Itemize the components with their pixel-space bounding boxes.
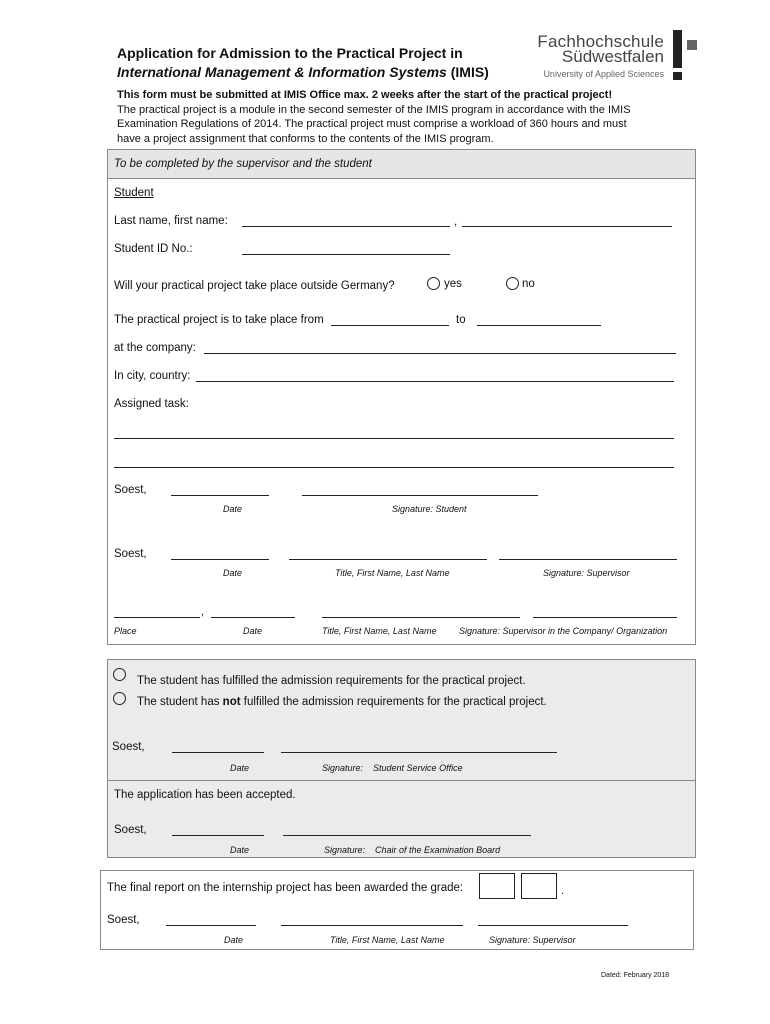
office-section (107, 659, 696, 858)
office-signature-caption: Signature: Student Service Office (322, 763, 463, 773)
last-name-field[interactable] (242, 226, 450, 227)
grade-date-field[interactable] (166, 925, 256, 926)
company-date-caption: Date (243, 626, 263, 636)
no-label: no (522, 278, 535, 290)
board-signature-caption: Signature: Chair of the Examination Board (324, 845, 501, 855)
period-label: The practical project is to take place from (114, 314, 324, 326)
company-name-caption: Title, First Name, Last Name (322, 626, 437, 636)
yes-radio[interactable] (427, 277, 440, 290)
intro-line3: have a project assignment that conforms to the contents of the IMIS program. (117, 132, 494, 145)
company-label: at the company: (114, 342, 196, 354)
student-id-label: Student ID No.: (114, 243, 193, 255)
supervisor-date-field[interactable] (171, 559, 269, 560)
office-signature-field[interactable] (281, 752, 557, 753)
intro-text (117, 88, 631, 146)
period-to-label: to (456, 314, 466, 326)
assigned-task-line1[interactable] (114, 438, 674, 439)
company-field[interactable] (204, 353, 676, 354)
page-title (117, 44, 489, 82)
title-abbrev: (IMIS) (446, 64, 489, 80)
company-place-field[interactable] (114, 617, 200, 618)
supervisor-name-field[interactable] (289, 559, 487, 560)
intro-warning: This form must be submitted at IMIS Office max. 2 weeks after the start of the practical project! (117, 89, 613, 101)
supervisor-sign-place: Soest, (114, 548, 147, 560)
accepted-text: The application has been accepted. (114, 789, 296, 801)
grade-sign-place: Soest, (107, 914, 140, 926)
board-signature-field[interactable] (283, 835, 531, 836)
name-comma: , (454, 216, 458, 228)
dated-footer: Dated: February 2018 (601, 972, 670, 979)
office-date-caption: Date (230, 763, 250, 773)
not-emphasis: not (222, 696, 241, 708)
company-signature-caption: Signature: Supervisor in the Company/ Organization (459, 626, 668, 636)
grade-box-1[interactable] (479, 873, 515, 899)
grade-date-caption: Date (224, 935, 244, 945)
company-signature-field[interactable] (533, 617, 677, 618)
city-country-field[interactable] (196, 381, 674, 382)
office-date-field[interactable] (172, 752, 264, 753)
logo-exclamation-bar (673, 30, 682, 68)
student-heading: Student (114, 187, 154, 199)
grade-signature-caption: Signature: Supervisor (489, 935, 576, 945)
grade-dot: . (561, 885, 565, 897)
no-radio[interactable] (506, 277, 519, 290)
logo-subline: University of Applied Sciences (543, 69, 664, 79)
supervisor-name-caption: Title, First Name, Last Name (335, 568, 450, 578)
board-date-field[interactable] (172, 835, 264, 836)
outside-germany-question: Will your practical project take place outside Germany? (114, 280, 395, 292)
supervisor-signature-caption: Signature: Supervisor (543, 568, 630, 578)
period-from-field[interactable] (331, 325, 449, 326)
title-program: International Management & Information Systems (117, 64, 447, 80)
last-name-label: Last name, first name: (114, 215, 228, 227)
title-line2 (117, 63, 489, 82)
grade-signature-field[interactable] (478, 925, 628, 926)
logo-line2: Südwestfalen (561, 47, 664, 66)
office-sign-place: Soest, (112, 741, 145, 753)
logo-square (687, 40, 697, 50)
assigned-task-line2[interactable] (114, 467, 674, 468)
intro-line2: Examination Regulations of 2014. The practical project must comprise a workload of 360 hours and must (117, 118, 627, 130)
not-fulfilled-radio[interactable] (113, 692, 126, 705)
board-date-caption: Date (230, 845, 250, 855)
company-supervisor-name-field[interactable] (322, 617, 520, 618)
title-line1: Application for Admission to the Practical Project in (117, 45, 463, 61)
not-fulfilled-suffix: fulfilled the admission requirements for the practical project. (240, 696, 547, 708)
student-date-caption: Date (223, 504, 243, 514)
assigned-task-label: Assigned task: (114, 398, 189, 410)
fulfilled-radio[interactable] (113, 668, 126, 681)
board-sign-place: Soest, (114, 824, 147, 836)
grade-name-field[interactable] (281, 925, 463, 926)
office-divider (108, 780, 695, 781)
grade-box-2[interactable] (521, 873, 557, 899)
intro-line1: The practical project is a module in the second semester of the IMIS program in accordance with the IMIS (117, 103, 631, 116)
student-id-field[interactable] (242, 254, 450, 255)
not-fulfilled-text (137, 696, 547, 708)
student-signature-caption: Signature: Student (392, 504, 467, 514)
not-fulfilled-prefix: The student has (137, 696, 223, 708)
city-country-label: In city, country: (114, 370, 191, 382)
company-date-field[interactable] (211, 617, 295, 618)
student-signature-field[interactable] (302, 495, 538, 496)
yes-label: yes (444, 278, 462, 290)
logo-line1: Fachhochschule (537, 32, 664, 51)
place-caption: Place (114, 626, 137, 636)
grade-label: The final report on the internship project has been awarded the grade: (107, 882, 464, 894)
student-date-field[interactable] (171, 495, 269, 496)
first-name-field[interactable] (462, 226, 672, 227)
university-logo (520, 30, 700, 82)
grade-name-caption: Title, First Name, Last Name (330, 935, 445, 945)
fulfilled-text: The student has fulfilled the admission requirements for the practical project. (137, 675, 526, 687)
logo-exclamation-dot (673, 72, 682, 80)
company-place-comma: , (201, 606, 205, 618)
supervisor-date-caption: Date (223, 568, 243, 578)
period-to-field[interactable] (477, 325, 601, 326)
supervisor-signature-field[interactable] (499, 559, 677, 560)
student-sign-place: Soest, (114, 484, 147, 496)
section1-header: To be completed by the supervisor and the student (114, 158, 372, 170)
